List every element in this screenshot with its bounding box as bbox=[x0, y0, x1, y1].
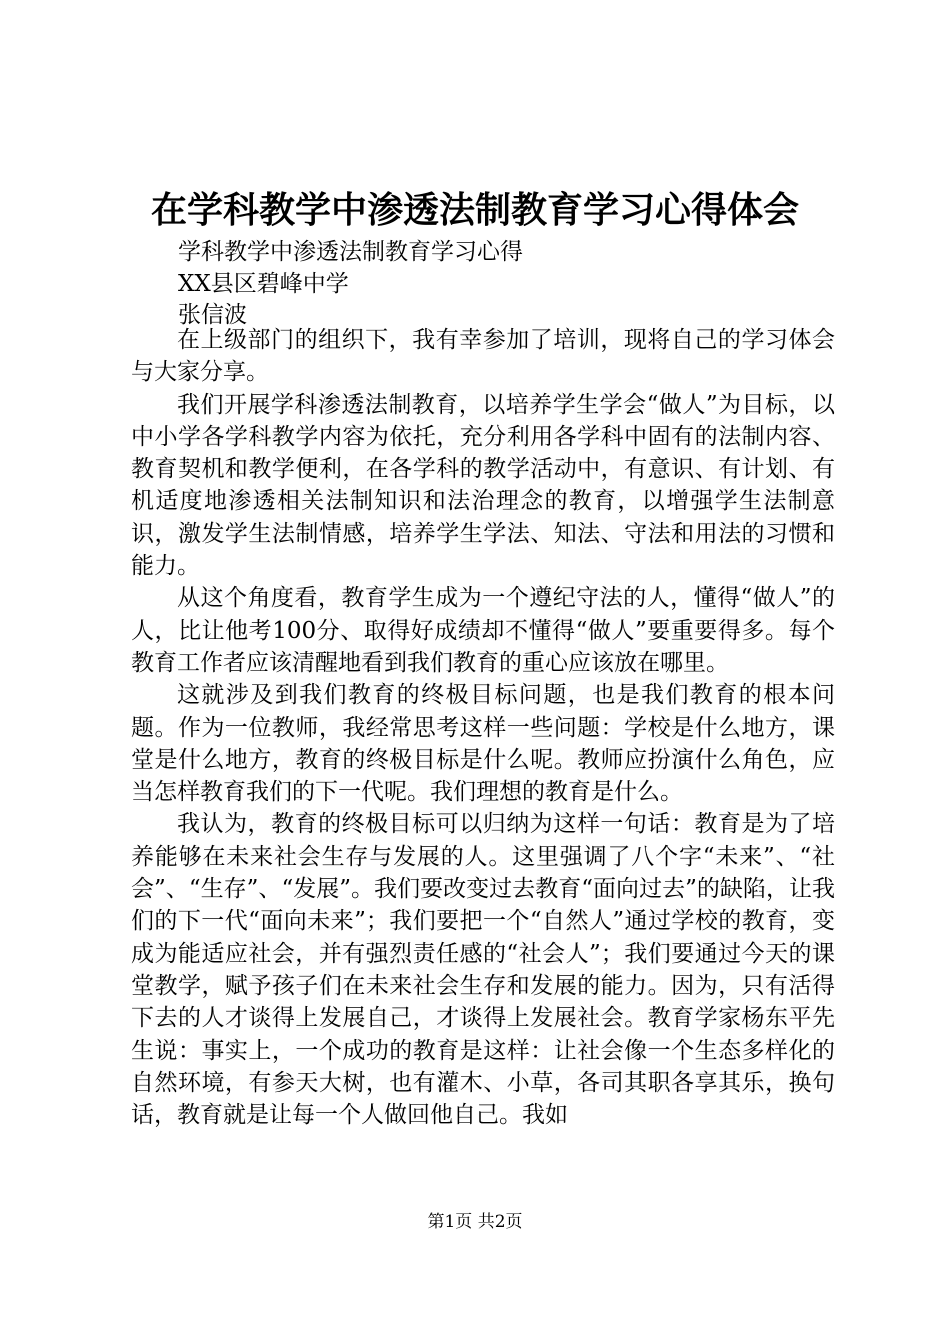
page-number: 第1页 共2页 bbox=[427, 1212, 523, 1232]
school-name: XX县区碧峰中学 bbox=[178, 271, 349, 297]
paragraph: 在上级部门的组织下，我有幸参加了培训，现将自己的学习体会与大家分享。 bbox=[131, 327, 835, 386]
paragraph: 这就涉及到我们教育的终极目标问题，也是我们教育的根本问题。作为一位教师，我经常思考这样一些问题：学校是什么地方，课堂是什么地方，教育的终极目标是什么呢。教师应扮演什么角色，应当怎样教育我们的下一代呢。我们理想的教育是什么。 bbox=[131, 682, 835, 806]
document-body bbox=[131, 324, 835, 1131]
paragraph: 我们开展学科渗透法制教育，以培养学生学会“做人”为目标，以中小学各学科教学内容为依托，充分利用各学科中固有的法制内容、教育契机和教学便利，在各学科的教学活动中，有意识、有计划、有机适度地渗透相关法制知识和法治理念的教育，以增强学生法制意识，激发学生法制情感，培养学生学法、知法、守法和用法的习惯和能力。 bbox=[131, 391, 835, 580]
author-name: 张信波 bbox=[178, 302, 247, 328]
document-subtitle: 学科教学中渗透法制教育学习心得 bbox=[178, 239, 523, 265]
paragraph: 我认为，教育的终极目标可以归纳为这样一句话：教育是为了培养能够在未来社会生存与发展的人。这里强调了八个字“未来”、“社会”、“生存”、“发展”。我们要改变过去教育“面向过去”的缺陷，让我们的下一代“面向未来”；我们要把一个“自然人”通过学校的教育，变成为能适应社会，并有强烈责任感的“社会人”；我们要通过今天的课堂教学，赋予孩子们在未来社会生存和发展的能力。因为，只有活得下去的人才谈得上发展自己，才谈得上发展社会。教育学家杨东平先生说：事实上，一个成功的教育是这样：让社会像一个生态多样化的自然环境，有参天大树，也有灌木、小草，各司其职各享其乐，换句话，教育就是让每一个人做回他自己。我如 bbox=[131, 811, 835, 1129]
paragraph: 从这个角度看，教育学生成为一个遵纪守法的人，懂得“做人”的人，比让他考100分、取得好成绩却不懂得“做人”要重要得多。每个教育工作者应该清醒地看到我们教育的重心应该放在哪里。 bbox=[131, 585, 835, 676]
document-title: 在学科教学中渗透法制教育学习心得体会 bbox=[150, 189, 799, 231]
